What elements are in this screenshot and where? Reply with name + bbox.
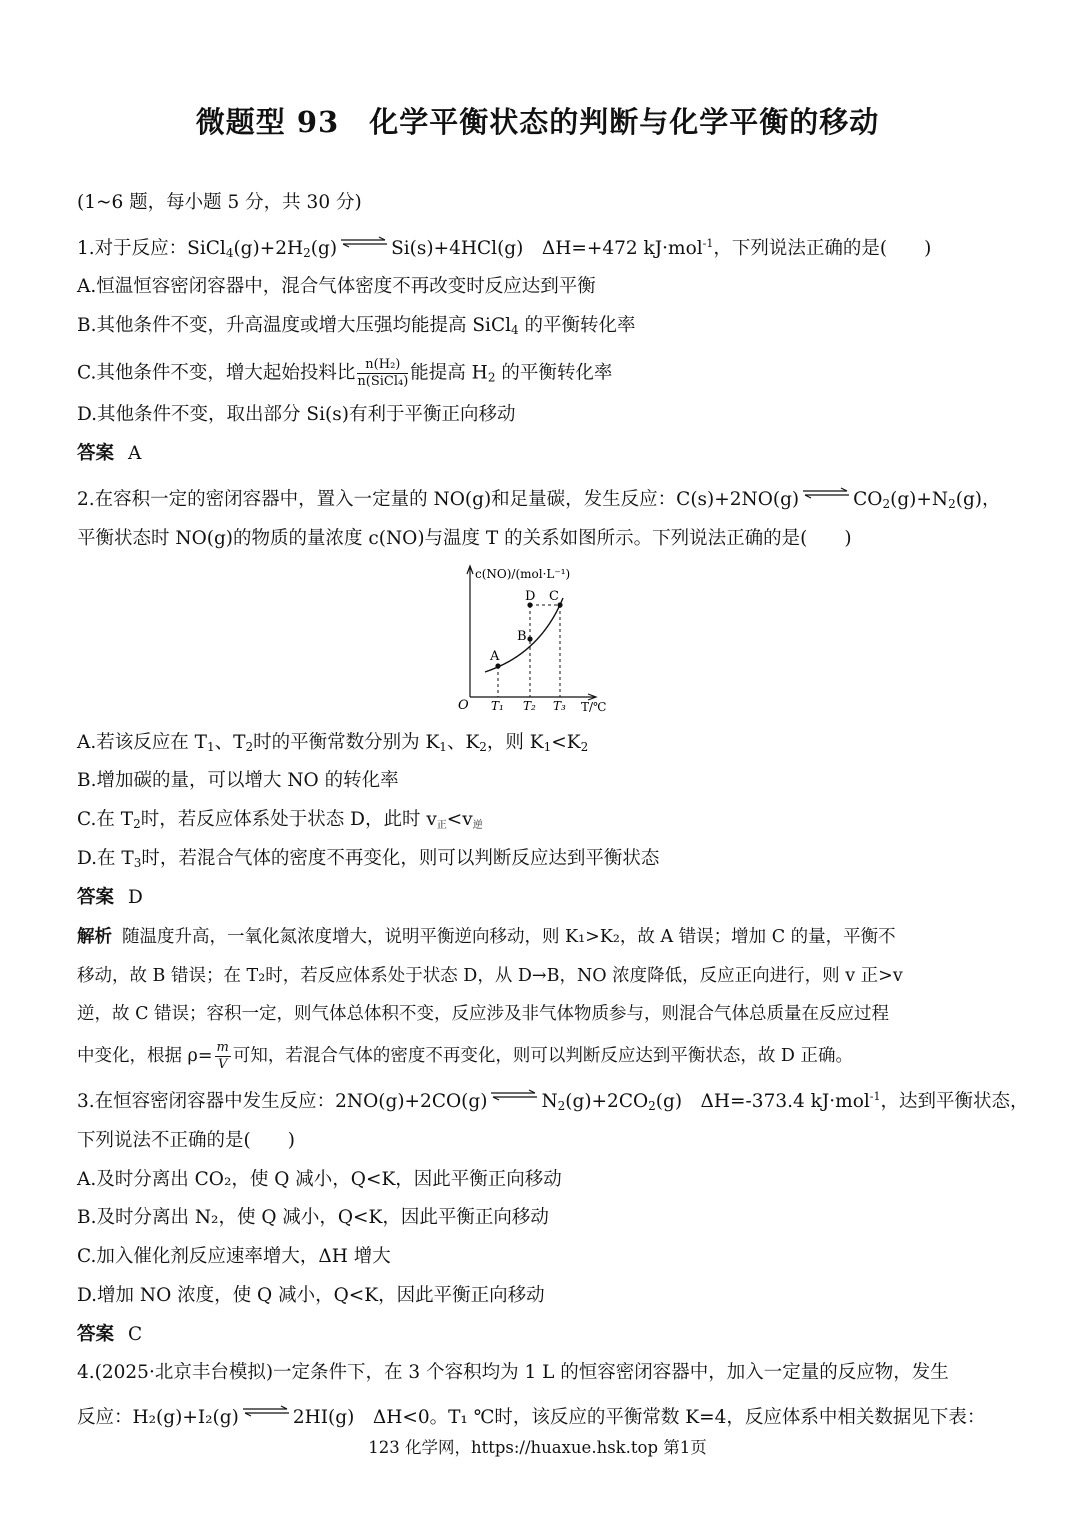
q1-option-b: B.其他条件不变，升高温度或增大压强均能提高 SiCl$_4$ 的平衡转化率: [77, 315, 636, 337]
q4-stem-line2: 反应：H₂(g)+I₂(g) 2HI(g) ΔH<0。T₁ ℃时，该反应的平衡常数 K=4，反应体系中相关数据见下表：: [77, 1407, 986, 1428]
q1-stem: 1.对于反应：$SiCl_4(g)+2H_2(g)$ Si(s)+4HCl(g) ΔH=+472 kJ·mol$^{-1}$，下列说法正确的是( ): [77, 237, 932, 260]
equilibrium-arrow-icon: [339, 236, 389, 248]
equilibrium-arrow-icon: [489, 1089, 539, 1101]
q2-option-a: A.若该反应在 $T_1$、$T_2$时的平衡常数分别为 $K_1$、$K_2$，则 $K_1<K_2$: [77, 732, 589, 754]
tick-t1: T₁: [491, 699, 504, 713]
q3-option-b: B.及时分离出 N₂，使 Q 减小，Q<K，因此平衡正向移动: [77, 1207, 549, 1228]
intro-text: (1~6 题，每小题 5 分，共 30 分): [77, 192, 362, 213]
density-fraction: $\frac{m}{V}$: [216, 1040, 229, 1072]
q1-option-d: D.其他条件不变，取出部分 Si(s)有利于平衡正向移动: [77, 404, 516, 425]
q2-stem-line2: 平衡状态时 NO(g)的物质的量浓度 c(NO)与温度 T 的关系如图所示。下列说法正确的是( ): [77, 528, 852, 549]
tick-t2: T₂: [523, 699, 536, 713]
point-a-label: A: [490, 649, 500, 664]
page-title: 微题型 93 化学平衡状态的判断与化学平衡的移动: [195, 105, 880, 139]
q2-explanation-line4: 中变化，根据 ρ= $\frac{m}{V}$ 可知，若混合气体的密度不再变化，则可以判断反应达到平衡状态，故 D 正确。: [77, 1040, 853, 1072]
q3-stem-line2: 下列说法不正确的是( ): [77, 1130, 295, 1151]
q2-stem-line1: 2.在容积一定的密闭容器中，置入一定量的 NO(g)和足量碳，发生反应：C(s)+2NO(g) $CO_2(g)+N_2(g)$，: [77, 489, 1001, 511]
q3-option-d: D.增加 NO 浓度，使 Q 减小，Q<K，因此平衡正向移动: [77, 1285, 545, 1306]
q3-option-c: C.加入催化剂反应速率增大，ΔH 增大: [77, 1246, 391, 1267]
tick-t3: T₃: [553, 699, 566, 713]
x-axis-label: T/℃: [581, 700, 607, 714]
q1-option-c: C.其他条件不变，增大起始投料比 $\frac{\text{n(H₂)}}{\text{n(SiCl₄)}}$ 能提高 $H_2$ 的平衡转化率: [77, 357, 613, 389]
q3-stem-line1: 3.在恒容密闭容器中发生反应：2NO(g)+2CO(g) $N_2(g)+2CO_2(g)$ ΔH=-373.4 kJ·mol$^{-1}$，达到平衡状态，: [77, 1090, 1029, 1113]
q3-answer: 答案 C: [77, 1324, 143, 1345]
q4-stem-line1: 4.(2025·北京丰台模拟)一定条件下，在 3 个容积均为 1 L 的恒容密闭容器中，加入一定量的反应物，发生: [77, 1362, 949, 1383]
q2-option-b: B.增加碳的量，可以增大 NO 的转化率: [77, 770, 399, 791]
q1-answer: 答案 A: [77, 443, 142, 464]
equilibrium-arrow-icon: [801, 487, 851, 499]
origin-label: O: [458, 698, 469, 713]
equilibrium-arrow-icon: [241, 1405, 291, 1417]
q2-answer: 答案 D: [77, 887, 143, 908]
point-c-label: C: [549, 589, 559, 604]
ratio-fraction: $\frac{\text{n(H₂)}}{\text{n(SiCl₄)}}$: [357, 357, 409, 389]
q2-explanation-line3: 逆，故 C 错误；容积一定，则气体总体积不变，反应涉及非气体物质参与，则混合气体总质量在反应过程: [77, 1004, 890, 1024]
y-axis-label: c(NO)/(mol·L⁻¹): [475, 567, 571, 581]
q1-option-a: A.恒温恒容密闭容器中，混合气体密度不再改变时反应达到平衡: [77, 276, 596, 297]
concentration-temperature-graph: [455, 562, 625, 722]
q2-option-c: C.在 $T_2$时，若反应体系处于状态 D，此时 v正<v逆: [77, 809, 483, 831]
page-footer: 123 化学网，https://huaxue.hsk.top 第1页: [368, 1438, 707, 1457]
q3-option-a: A.及时分离出 CO₂，使 Q 减小，Q<K，因此平衡正向移动: [77, 1169, 562, 1190]
point-d-label: D: [525, 589, 536, 604]
q2-explanation-line2: 移动，故 B 错误；在 T₂时，若反应体系处于状态 D，从 D→B，NO 浓度降低，反应正向进行，则 v 正>v: [77, 966, 903, 986]
q2-option-d: D.在 $T_3$时，若混合气体的密度不再变化，则可以判断反应达到平衡状态: [77, 848, 660, 870]
point-b-label: B: [517, 629, 527, 644]
q2-explanation-line1: 解析 随温度升高，一氧化氮浓度增大，说明平衡逆向移动，则 K₁>K₂，故 A 错误；增加 C 的量，平衡不: [77, 927, 896, 947]
